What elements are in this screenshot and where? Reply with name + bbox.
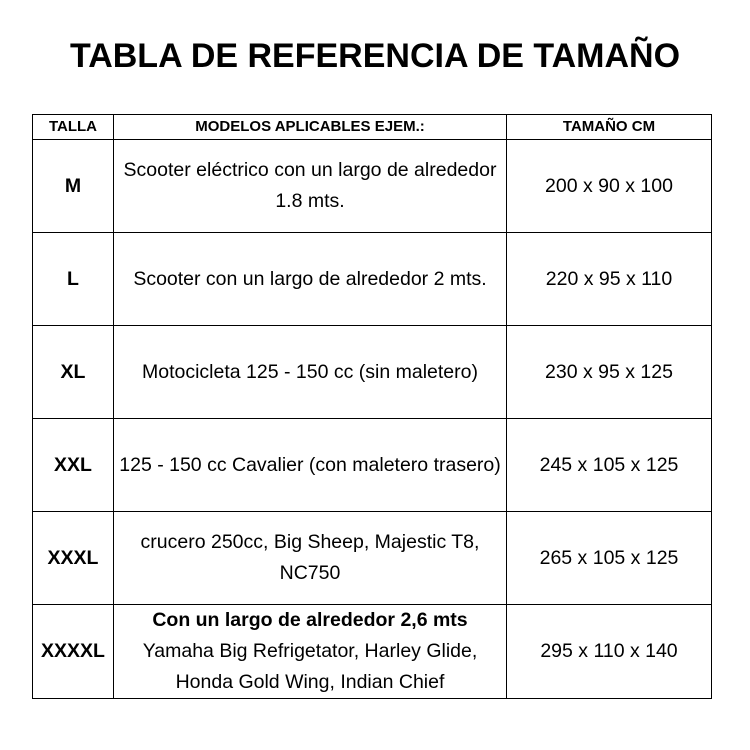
models-list-text: Yamaha Big Refrigetator, Harley Glide, Honda Gold Wing, Indian Chief: [142, 640, 478, 693]
size-cell: XL: [33, 326, 114, 419]
models-cell: crucero 250cc, Big Sheep, Majestic T8, NC750: [114, 512, 507, 605]
table-row: [33, 326, 712, 419]
models-highlight-text: Con un largo de alrededor 2,6 mts: [152, 609, 468, 631]
size-cell: L: [33, 233, 114, 326]
table-row: [33, 233, 712, 326]
page-title: TABLA DE REFERENCIA DE TAMAÑO: [69, 37, 681, 75]
size-cell: XXXXL: [33, 605, 114, 699]
table-row: [33, 140, 712, 233]
size-cell: XXXL: [33, 512, 114, 605]
table-row: [33, 512, 712, 605]
column-header-size: TALLA: [33, 115, 114, 140]
table-row: [33, 605, 712, 699]
size-cell: M: [33, 140, 114, 233]
size-reference-table: [32, 114, 712, 699]
dimensions-cell: 220 x 95 x 110: [507, 233, 712, 326]
dimensions-cell: 230 x 95 x 125: [507, 326, 712, 419]
models-cell: [114, 605, 507, 699]
dimensions-cell: 265 x 105 x 125: [507, 512, 712, 605]
models-cell: Motocicleta 125 - 150 cc (sin maletero): [114, 326, 507, 419]
column-header-models: MODELOS APLICABLES EJEM.:: [114, 115, 507, 140]
size-cell: XXL: [33, 419, 114, 512]
column-header-dimensions: TAMAÑO CM: [507, 115, 712, 140]
dimensions-cell: 200 x 90 x 100: [507, 140, 712, 233]
models-cell: Scooter eléctrico con un largo de alrededor 1.8 mts.: [114, 140, 507, 233]
table-row: [33, 419, 712, 512]
models-cell: 125 - 150 cc Cavalier (con maletero trasero): [114, 419, 507, 512]
dimensions-cell: 295 x 110 x 140: [507, 605, 712, 699]
table-header-row: [33, 115, 712, 140]
dimensions-cell: 245 x 105 x 125: [507, 419, 712, 512]
models-cell: Scooter con un largo de alrededor 2 mts.: [114, 233, 507, 326]
